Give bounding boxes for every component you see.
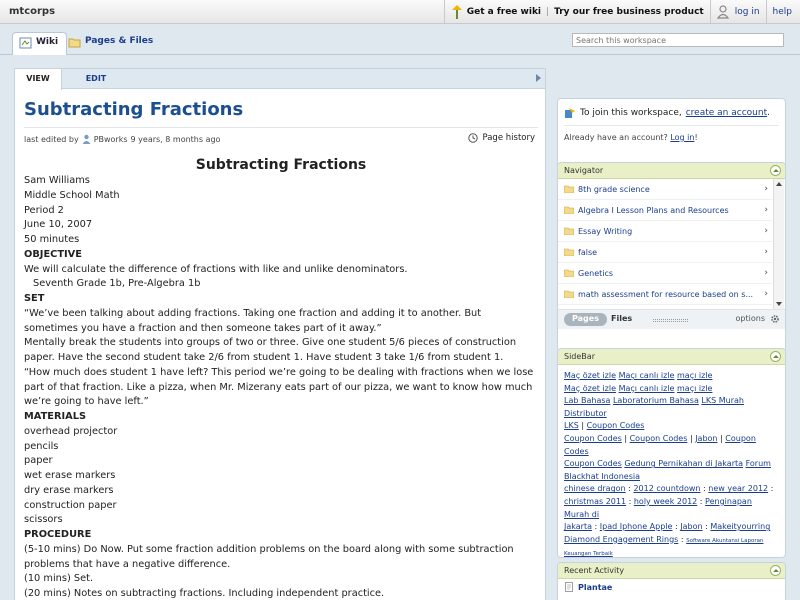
sidebar-line [564,383,779,396]
navigator-header [558,163,785,179]
sidebar-widget [557,348,786,558]
pipe-separator: | [720,433,723,443]
navigator-folder[interactable] [558,242,772,263]
author-line: Sam Williams [24,175,90,186]
colon-separator: : [705,522,708,532]
options-link[interactable]: options [735,314,765,323]
colon-separator: : [680,534,684,544]
workspace-name[interactable]: mtcorps [9,6,56,17]
colon-separator: : [770,484,774,494]
sidebar-link[interactable]: holy week 2012 [633,496,698,506]
navigator-folder[interactable] [558,179,772,200]
divider [564,125,779,126]
top-bar [0,0,800,24]
navigator-title: Navigator [564,166,604,175]
navigator-list [558,179,785,309]
sidebar-link[interactable]: Makeityourring [710,522,771,532]
sidebar-link[interactable]: Coupon Codes [629,433,688,443]
objective-heading: OBJECTIVE [24,248,82,260]
sidebar-link[interactable]: Jakarta [564,522,592,532]
set-heading: SET [24,293,45,304]
material-item: pencils [24,440,59,452]
folder-label: math assessment for resource based on s... [578,289,754,299]
sidebar-link[interactable]: chinese dragon [564,484,626,494]
main-panel [14,68,546,600]
sidebar-link[interactable]: Keuangan Terbaik [564,551,613,558]
material-item: wet erase markers [24,470,116,481]
navigator-folder[interactable] [558,221,772,242]
sidebar-line [564,458,779,471]
sidebar-link[interactable]: Coupon Codes [586,421,645,431]
sidebar-link[interactable]: Gedung Pernikahan di Jakarta [624,459,744,469]
sidebar-line [564,534,779,548]
sidebar-header [558,349,785,365]
chevron-right-icon: › [764,247,768,257]
page-title: Subtracting Fractions [24,99,244,120]
navigator-folder[interactable] [558,263,772,284]
expand-arrow-icon[interactable] [536,74,541,82]
sidebar-link[interactable]: LKS [564,421,579,431]
folder-label: Genetics [578,268,614,278]
navigator-widget [557,162,786,352]
view-edit-tabs [15,69,545,89]
page-meta [24,134,220,144]
search-input[interactable] [572,33,784,47]
navigator-folder[interactable] [558,284,772,305]
sidebar-link[interactable]: LKS Murah [701,396,744,406]
objective-text: We will calculate the difference of fractions with like and unlike denominators. [24,263,408,275]
top-nav [438,0,796,24]
tab-pages-files[interactable] [62,32,161,55]
sidebar-link[interactable]: Coupon Codes [564,459,622,469]
folder-label: 8th grade science [578,184,650,194]
set-paragraph: Mentally break the students into groups of two or three. Give one student 5/6 pieces of construction paper. Have the second student take 2/6 from student 1. Have student 3 take 1/6 from student 1. [24,337,517,363]
chevron-right-icon: › [764,289,768,299]
chevron-right-icon: › [764,268,768,278]
tab-edit[interactable]: EDIT [85,74,107,83]
procedure-paragraph: (10 mins) Set. [24,573,94,585]
login-prompt-text: Already have an account? [564,133,668,142]
recent-activity-link[interactable]: Plantae [578,582,613,592]
folder-label: Algebra I Lesson Plans and Resources [578,205,729,215]
recent-activity-title: Recent Activity [564,566,625,575]
tab-view[interactable]: VIEW [15,69,62,90]
sidebar-link[interactable]: Ipad Iphone Apple [599,522,673,532]
colon-separator: : [699,496,703,506]
meta-prefix: last edited by [24,134,79,144]
folder-icon [564,248,574,256]
sidebar-link[interactable]: Coupon Codes [564,433,756,456]
colon-separator: : [594,522,598,532]
user-icon [82,134,91,144]
sidebar-link[interactable]: Jabon [680,522,703,532]
collapse-icon[interactable] [770,165,781,176]
get-free-wiki-link[interactable]: Get a free wiki [466,7,542,17]
pipe-separator: | [624,433,628,443]
sidebar-content [558,365,785,558]
procedure-paragraph: (20 mins) Notes on subtracting fractions. Including independent practice. [24,588,385,599]
document-heading: Subtracting Fractions [195,157,367,173]
help-link[interactable]: help [772,7,792,17]
sidebar-line [564,496,779,521]
create-account-link[interactable]: create an account [685,108,768,118]
gear-icon[interactable] [770,314,780,324]
tab-label: Wiki [36,37,59,47]
objective-sub: Seventh Grade 1b, Pre-Algebra 1b [33,278,201,290]
right-sidebar [557,68,787,600]
procedure-paragraph: (5-10 mins) Do Now. Put some fraction addition problems on the board along with some subtraction problems that have a negative difference. [24,543,514,570]
join-prefix: To join this workspace, [580,108,682,118]
wiki-icon [19,37,32,49]
divider [444,0,445,24]
sidebar-link[interactable]: Maçı canlı izle [618,383,675,393]
wiki-logo-icon [451,5,463,19]
page-history-link[interactable] [468,133,535,143]
sidebar-link[interactable]: Jabon [695,433,718,443]
recent-activity-widget [557,562,786,600]
user-icon [717,5,729,19]
login-link[interactable]: log in [734,7,760,17]
sidebar-link[interactable]: Lab Bahasa [564,396,611,406]
files-toggle[interactable]: Files [611,314,633,323]
recent-activity-item [558,579,785,595]
set-paragraph: “How much does student 1 have left? This period we’re going to be dealing with fractions when we lose part of that fraction. Like a pizza, when Mr. Mizerany eats part of our pizza, we want to know how much we’re going to have left.” [24,366,534,408]
login-link[interactable]: Log in [670,133,695,142]
school-line: Middle School Math [24,189,120,201]
page-icon [564,582,574,592]
folder-icon [564,185,574,193]
material-item: paper [24,455,53,467]
sidebar-link[interactable]: Maç özet izle [564,371,617,380]
sidebar-link[interactable]: Penginapan Murah di [564,496,752,519]
sidebar-link[interactable]: Distributor [564,408,607,418]
navigator-footer [558,309,785,329]
sidebar-link[interactable]: Maç özet izle [564,383,617,393]
sidebar-link[interactable]: Coupon Codes [564,433,622,443]
tab-wiki[interactable] [12,32,67,55]
folder-label: Essay Writing [578,226,633,236]
divider [766,0,767,24]
procedure-heading: PROCEDURE [24,529,92,540]
sidebar-line [564,471,779,484]
folder-icon [68,36,81,48]
material-item: scissors [24,514,63,526]
scroll-down-icon[interactable] [776,302,782,306]
folder-icon [564,269,574,277]
history-label: Page history [482,133,535,143]
navigator-folder[interactable] [558,200,772,221]
set-paragraph: “We’ve been talking about adding fractions. Taking one fraction and adding it to another. But sometimes you have a fraction and then someone takes part of it away.” [24,307,482,334]
document-body [24,155,538,600]
sidebar-line [564,420,779,433]
date-line: June 10, 2007 [24,219,93,231]
materials-heading: MATERIALS [24,411,87,422]
sidebar-line [564,370,779,383]
material-item: overhead projector [24,425,118,437]
folder-icon [564,206,574,214]
navigator-scrollbar[interactable] [773,179,784,309]
chevron-right-icon: › [764,205,768,215]
divider [710,0,711,24]
folder-icon [564,227,574,235]
colon-separator: : [675,522,678,532]
folder-icon [564,290,574,298]
sidebar-line [564,521,779,534]
sidebar-link[interactable]: Software Akuntansi Laporan [686,537,764,544]
sidebar-link[interactable]: christmas 2011 [564,496,627,506]
sidebar-link[interactable]: 2012 countdown [633,484,701,494]
material-item: dry erase markers [24,484,114,496]
sidebar-line [564,433,779,458]
resize-grip[interactable] [653,319,688,322]
sidebar-line [564,547,779,558]
meta-user[interactable]: PBworks [93,134,128,144]
colon-separator: : [703,484,706,494]
pipe-separator: | [581,421,585,431]
sidebar-link[interactable]: Forum [745,459,771,469]
chevron-right-icon: › [764,226,768,236]
separator: | [546,7,550,17]
meta-time: 9 years, 8 months ago [130,134,221,144]
sidebar-link[interactable]: Blackhat Indonesia [564,471,640,481]
sidebar-link[interactable]: Diamond Engagement Rings [564,534,679,544]
sidebar-line [564,483,779,496]
tab-label: Pages & Files [85,36,154,46]
sidebar-title: SideBar [564,352,595,361]
colon-separator: : [628,484,631,494]
sidebar-link[interactable]: Maçı canlı izle [618,371,675,380]
try-business-link[interactable]: Try our free business product [554,7,704,17]
sidebar-link[interactable]: maçı izle [677,383,713,393]
sidebar-link[interactable]: Laboratorium Bahasa [612,396,699,406]
sidebar-link[interactable]: new year 2012 [708,484,769,494]
join-row [564,107,770,119]
material-item: construction paper [24,499,117,511]
workspace-tabs [0,25,800,55]
period-line: Period 2 [24,204,64,216]
sidebar-line [564,395,779,420]
folder-label: false [578,247,598,257]
sidebar-link[interactable]: maçı izle [677,371,713,380]
pages-toggle[interactable]: Pages [564,313,607,326]
duration-line: 50 minutes [24,234,80,245]
colon-separator: : [628,496,632,506]
collapse-icon[interactable] [770,565,781,576]
collapse-icon[interactable] [770,351,781,362]
join-suffix: . [767,108,770,118]
scroll-up-icon[interactable] [776,182,782,186]
pipe-separator: | [689,433,693,443]
chevron-right-icon: › [764,184,768,194]
history-icon [468,133,478,143]
divider [24,127,538,128]
login-excl: ! [694,133,698,142]
recent-activity-header [558,563,785,579]
workspace-icon [564,107,576,119]
login-prompt [564,133,698,142]
